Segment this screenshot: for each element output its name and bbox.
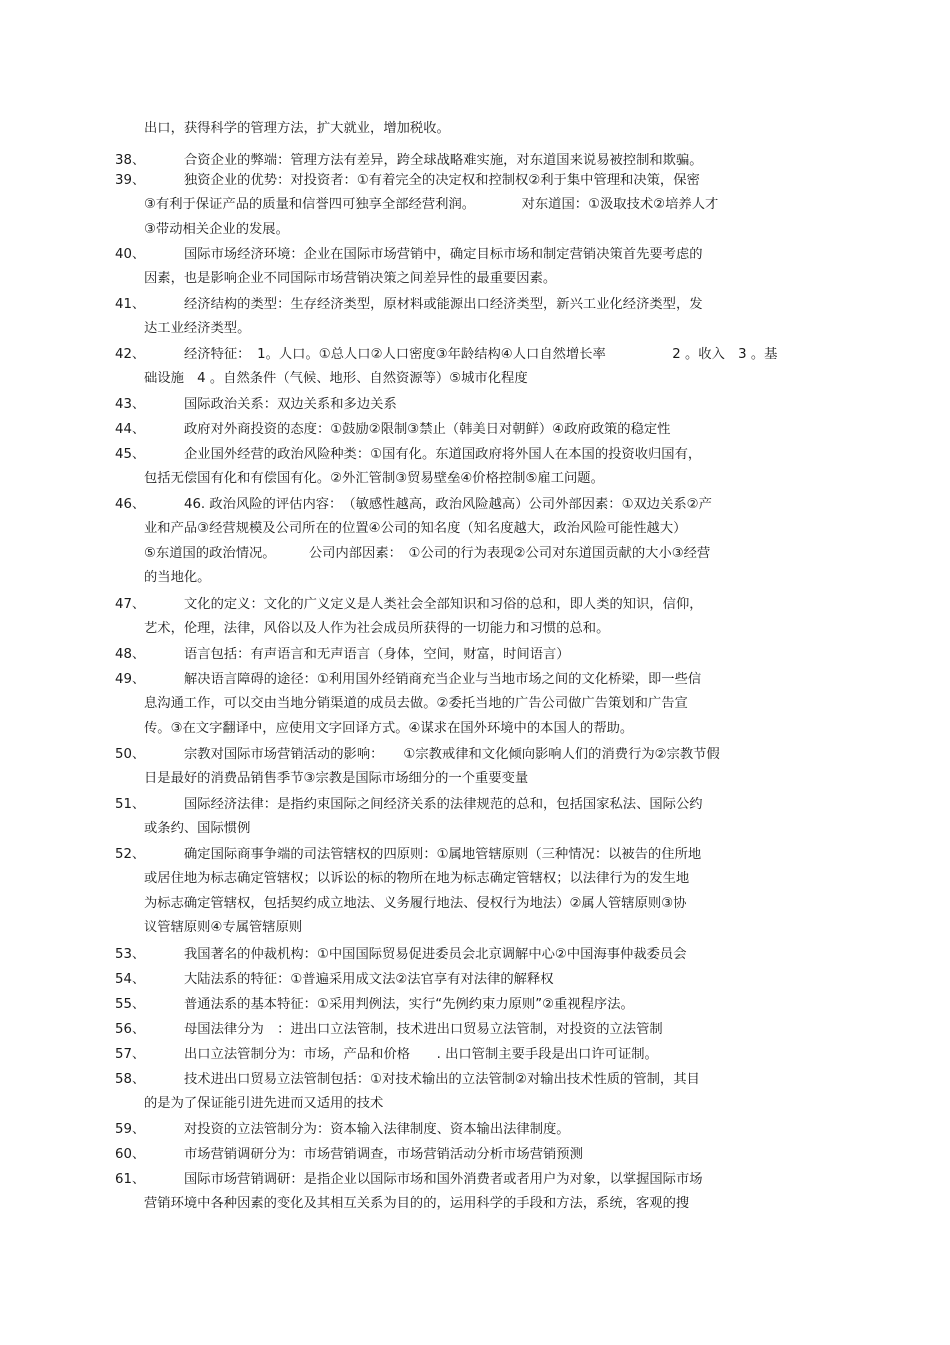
item-text-line: 包括无偿国有化和有偿国有化。②外汇管制③贸易壁垒④价格控制⑤雇工问题。 [144, 471, 604, 487]
item-text-first-line: 独资企业的优势：对投资者：①有着完全的决定权和控制权②利于集中管理和决策，保密 [184, 173, 700, 188]
item-text-first-line: 文化的定义：文化的广义定义是人类社会全部知识和习俗的总和，即人类的知识，信仰， [184, 597, 703, 612]
item-text-line: 日是最好的消费品销售季节③宗教是国际市场细分的一个重要变量 [144, 771, 529, 787]
item-text-first-line: 政府对外商投资的态度：①鼓励②限制③禁止（韩美日对朝鲜）④政府政策的稳定性 [184, 422, 671, 437]
item-text-first-line: 国际市场营销调研：是指企业以国际市场和国外消费者或者用户为对象，以掌握国际市场 [184, 1172, 703, 1187]
item-number: 40、 [115, 247, 146, 262]
item-text-first-line: 市场营销调研分为：市场营销调查，市场营销活动分析市场营销预测 [184, 1147, 583, 1162]
item-text-first-line: 解决语言障碍的途径：①利用国外经销商充当企业与当地市场之间的文化桥梁，即一些信 [184, 672, 702, 687]
item-text-first-line: 对投资的立法管制分为：资本输入法律制度、资本输出法律制度。 [184, 1122, 570, 1137]
item-number: 53、 [115, 947, 146, 962]
item-number: 49、 [115, 672, 146, 687]
item-text-first-line: 我国著名的仲裁机构：①中国国际贸易促进委员会北京调解中心②中国海事仲裁委员会 [184, 947, 687, 962]
item-text-first-line: 经济结构的类型：生存经济类型，原材料或能源出口经济类型，新兴工业化经济类型，发 [184, 297, 703, 312]
item-number: 42、 [115, 347, 146, 362]
item-text-first-line: 国际政治关系：双边关系和多边关系 [184, 397, 397, 412]
item-text-first-line: 合资企业的弊端：管理方法有差异，跨全球战略难实施，对东道国来说易被控制和欺骗。 [184, 153, 703, 168]
item-text-line: 息沟通工作，可以交由当地分销渠道的成员去做。②委托当地的广告公司做广告策划和广告宣 [144, 696, 688, 712]
item-number: 50、 [115, 747, 146, 762]
item-text-first-line: 企业国外经营的政治风险种类：①国有化。东道国政府将外国人在本国的投资收归国有， [184, 447, 702, 462]
item-text-line: 或居住地为标志确定管辖权；以诉讼的标的物所在地为标志确定管辖权；以法律行为的发生地 [144, 871, 690, 887]
item-number: 56、 [115, 1022, 146, 1037]
item-number: 57、 [115, 1047, 146, 1062]
item-number: 48、 [115, 647, 146, 662]
item-text-line: 业和产品③经营规模及公司所在的位置④公司的知名度（知名度越大，政治风险可能性越大） [144, 521, 687, 537]
item-number: 61、 [115, 1172, 146, 1187]
item-text-first-line: 46. 政治风险的评估内容： （敏感性越高，政治风险越高）公司外部因素：①双边关系②产 [184, 497, 712, 512]
item-number: 39、 [115, 173, 146, 188]
item-text-first-line: 技术进出口贸易立法管制包括：①对技术输出的立法管制②对输出技术性质的管制，其目 [184, 1072, 700, 1087]
item-number: 58、 [115, 1072, 146, 1087]
item-number: 46、 [115, 497, 146, 512]
item-text-line: 营销环境中各种因素的变化及其相互关系为目的的，运用科学的手段和方法，系统，客观的搜 [144, 1196, 690, 1212]
item-text-first-line: 宗教对国际市场营销活动的影响： ①宗教戒律和文化倾向影响人们的消费行为②宗教节假 [184, 747, 720, 762]
item-text-line: 因素，也是影响企业不同国际市场营销决策之间差异性的最重要因素。 [144, 271, 557, 287]
item-number: 60、 [115, 1147, 146, 1162]
item-number: 51、 [115, 797, 146, 812]
continuation-line: 出口，获得科学的管理方法，扩大就业，增加税收。 [144, 121, 450, 136]
item-text-line: 或条约、国际惯例 [144, 821, 251, 837]
item-number: 59、 [115, 1122, 146, 1137]
item-text-line: 的是为了保证能引进先进而又适用的技术 [144, 1096, 384, 1112]
item-text-first-line: 普通法系的基本特征：①采用判例法，实行“先例约束力原则”②重视程序法。 [184, 997, 634, 1012]
item-text-line: 艺术，伦理，法律，风俗以及人作为社会成员所获得的一切能力和习惯的总和。 [144, 621, 610, 637]
item-number: 43、 [115, 397, 146, 412]
item-text-line: ⑤东道国的政治情况。 公司内部因素： ①公司的行为表现②公司对东道国贡献的大小③经营 [144, 545, 711, 561]
item-number: 41、 [115, 297, 146, 312]
item-text-line: 的当地化。 [144, 569, 211, 585]
item-number: 38、 [115, 153, 146, 168]
item-text-first-line: 国际经济法律：是指约束国际之间经济关系的法律规范的总和，包括国家私法、国际公约 [184, 797, 703, 812]
item-text-line: ③有利于保证产品的质量和信誉四可独享全部经营利润。 对东道国：①汲取技术②培养人才 [144, 197, 719, 213]
item-number: 45、 [115, 447, 146, 462]
item-text-first-line: 大陆法系的特征：①普遍采用成文法②法官享有对法律的解释权 [184, 972, 554, 987]
item-number: 44、 [115, 422, 146, 437]
item-text-first-line: 母国法律分为 ：进出口立法管制，技术进出口贸易立法管制，对投资的立法管制 [184, 1022, 663, 1037]
item-text-line: 达工业经济类型。 [144, 321, 251, 337]
item-text-first-line: 确定国际商事争端的司法管辖权的四原则：①属地管辖原则（三种情况：以被告的住所地 [184, 847, 702, 862]
item-text-line: 础设施 4 。自然条件（气候、地形、自然资源等）⑤城市化程度 [144, 371, 528, 387]
item-text-line: 为标志确定管辖权，包括契约成立地法、义务履行地法、侵权行为地法）②属人管辖原则③协 [144, 895, 687, 911]
item-text-first-line: 出口立法管制分为：市场，产品和价格 . 出口管制主要手段是出口许可证制。 [184, 1047, 658, 1062]
item-text-first-line: 经济特征： 1。人口。①总人口②人口密度③年龄结构④人口自然增长率 2 。收入 3 。基 [184, 347, 778, 362]
item-number: 55、 [115, 997, 146, 1012]
item-number: 54、 [115, 972, 146, 987]
item-text-line: 传。③在文字翻译中，应使用文字回译方式。④谋求在国外环境中的本国人的帮助。 [144, 720, 634, 736]
item-text-first-line: 国际市场经济环境：企业在国际市场营销中，确定目标市场和制定营销决策首先要考虑的 [184, 247, 703, 262]
item-number: 52、 [115, 847, 146, 862]
item-text-line: ③带动相关企业的发展。 [144, 221, 289, 237]
item-text-line: 议管辖原则④专属管辖原则 [144, 919, 303, 935]
item-text-first-line: 语言包括：有声语言和无声语言（身体，空间，财富，时间语言） [184, 647, 570, 662]
item-number: 47、 [115, 597, 146, 612]
